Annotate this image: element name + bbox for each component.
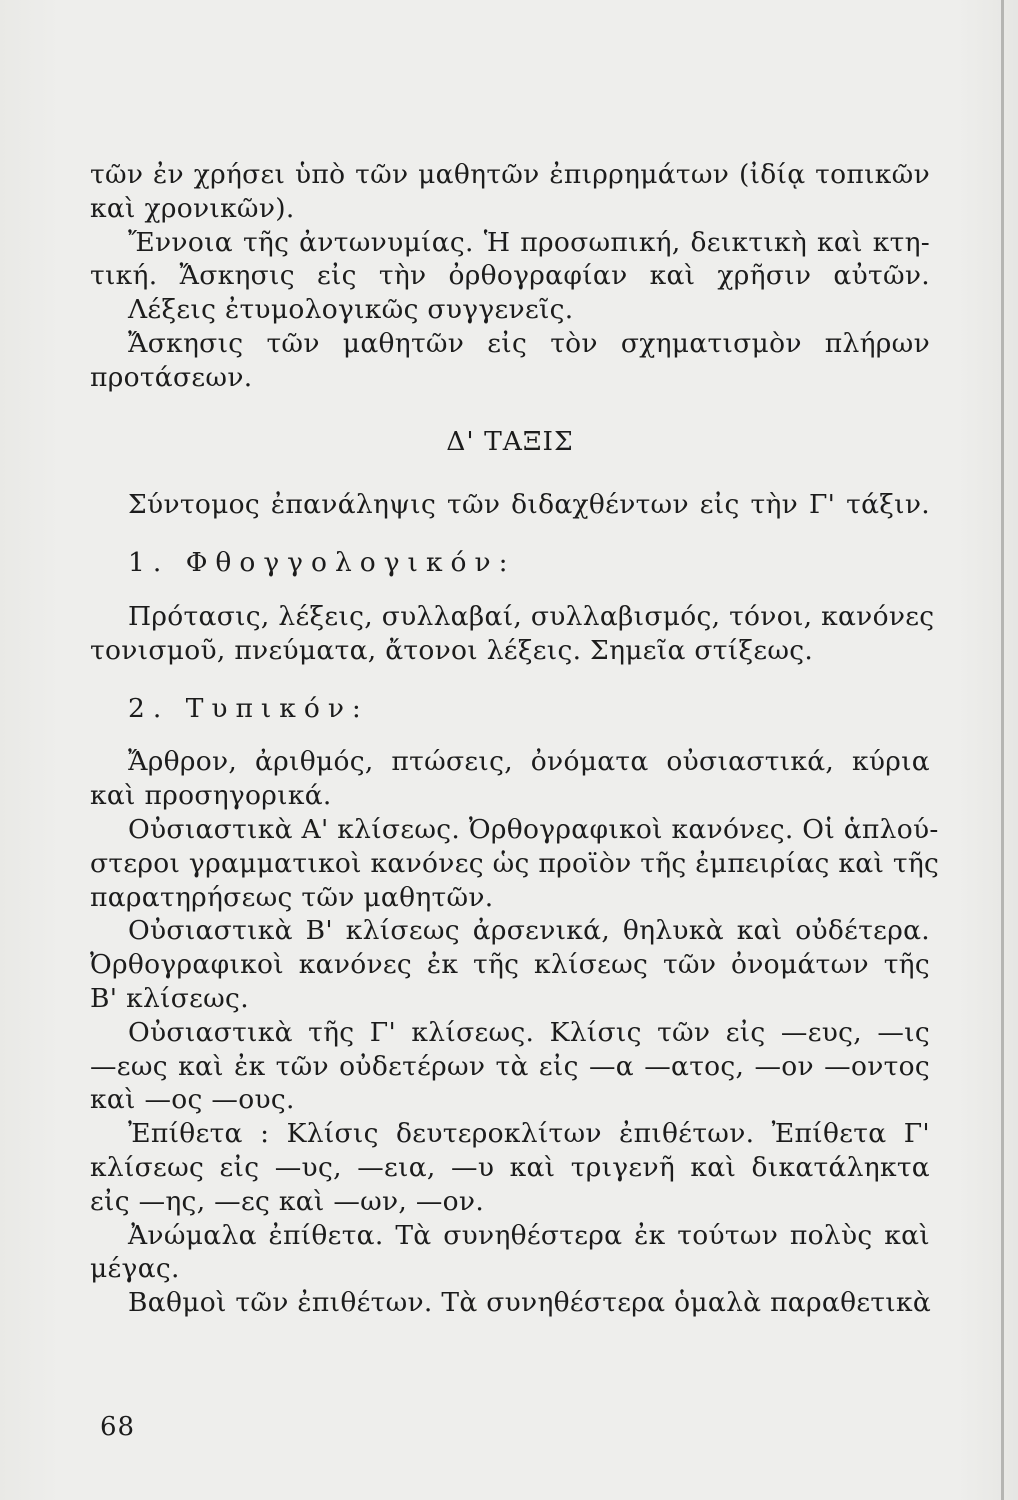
text-line: Οὐσιαστικὰ τῆς Γ' κλίσεως. Κλίσις τῶν εἰς —ευς, —ις (128, 1016, 930, 1048)
text-line: Βαθμοὶ τῶν ἐπιθέτων. Τὰ συνηθέστερα ὁμαλὰ παραθετικὰ (128, 1287, 932, 1319)
text-line: κλίσεως εἰς —υς, —εια, —υ καὶ τριγενῆ καὶ δικατάληκτα (90, 1151, 930, 1183)
text-line: προτάσεων. (90, 361, 253, 393)
text-line: —εως καὶ ἐκ τῶν οὐδετέρων τὰ εἰς —α —ατος, —ον —οντος (90, 1050, 930, 1082)
text-line: Ἐπίθετα : Κλίσις δευτεροκλίτων ἐπιθέτων. Ἐπίθετα Γ' (128, 1118, 930, 1150)
text-line: μέγας. (90, 1253, 180, 1285)
text-line: τονισμοῦ, πνεύματα, ἄτονοι λέξεις. Σημεῖα στίξεως. (90, 634, 814, 666)
text-line: Ἄσκησις τῶν μαθητῶν εἰς τὸν σχηματισμὸν πλήρων (128, 327, 930, 359)
text-line: Πρότασις, λέξεις, συλλαβαί, συλλαβισμός, τόνοι, κανόνες (128, 600, 935, 632)
section-intro: Σύντομος ἐπανάληψις τῶν διδαχθέντων εἰς τὴν Γ' τάξιν. (128, 489, 930, 521)
text-line: Λέξεις ἐτυμολογικῶς συγγενεῖς. (128, 294, 574, 326)
text-line: τῶν ἐν χρήσει ὑπὸ τῶν μαθητῶν ἐπιρρημάτων (ἰδίᾳ τοπικῶν (90, 159, 930, 190)
text-line: Ἔννοια τῆς ἀντωνυμίας. Ἡ προσωπική, δεικτικὴ καὶ κτη- (128, 226, 930, 258)
subsection-title-morphology: 2. Τυπικόν: (128, 692, 369, 724)
text-line: εἰς —ης, —ες καὶ —ων, —ον. (90, 1185, 485, 1217)
page-number: 68 (100, 1412, 136, 1442)
text-line: καὶ —ος —ους. (90, 1084, 295, 1116)
subsection-title-phonology: 1. Φθογγολογικόν: (128, 547, 516, 579)
text-line: καὶ χρονικῶν). (90, 192, 295, 224)
text-line: Οὐσιαστικὰ Β' κλίσεως ἀρσενικά, θηλυκὰ καὶ οὐδέτερα. (128, 915, 930, 947)
text-line: τική. Ἄσκησις εἰς τὴν ὀρθογραφίαν καὶ χρῆσιν αὐτῶν. (90, 260, 930, 292)
section-title: Δ' ΤΑΞΙΣ (446, 425, 574, 457)
text-line: Ὀρθογραφικοὶ κανόνες ἐκ τῆς κλίσεως τῶν ὀνομάτων τῆς (90, 949, 930, 981)
text-line: Οὐσιαστικὰ Α' κλίσεως. Ὀρθογραφικοὶ κανόνες. Οἱ ἁπλού- (128, 813, 939, 845)
text-line: Β' κλίσεως. (90, 982, 249, 1014)
text-line: Ἄρθρον, ἀριθμός, πτώσεις, ὀνόματα οὐσιαστικά, κύρια (128, 746, 930, 778)
text-line: καὶ προσηγορικά. (90, 780, 332, 812)
text-line: παρατηρήσεως τῶν μαθητῶν. (90, 881, 494, 913)
body-text (90, 158, 940, 1320)
book-gutter-edge (1001, 0, 1004, 1500)
text-line: στεροι γραμματικοὶ κανόνες ὡς προϊὸν τῆς ἐμπειρίας καὶ τῆς (90, 847, 940, 879)
text-line: Ἀνώμαλα ἐπίθετα. Τὰ συνηθέστερα ἐκ τούτων πολὺς καὶ (128, 1219, 930, 1251)
